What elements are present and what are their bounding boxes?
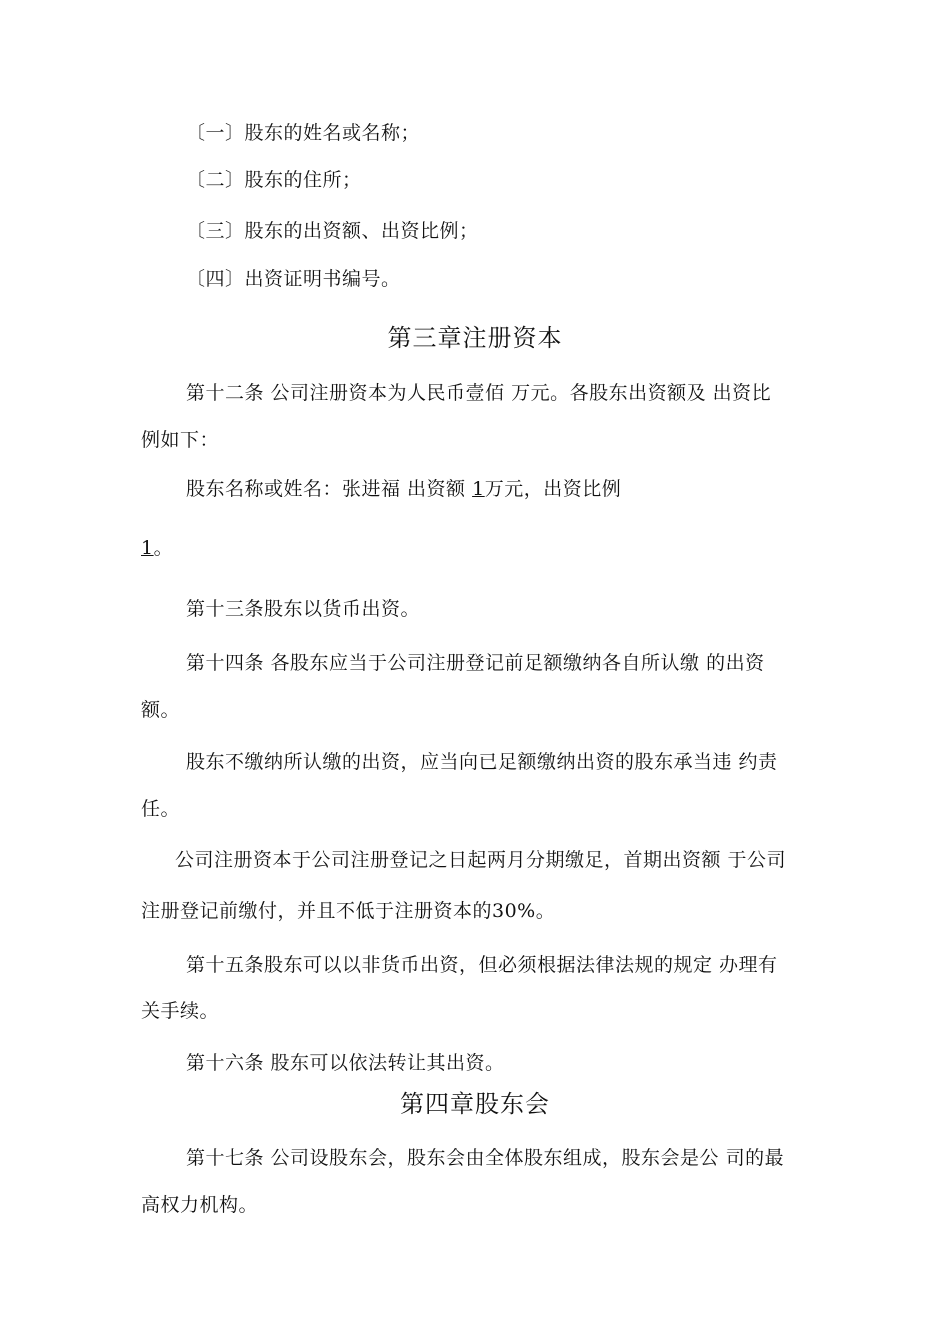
capital-paragraph-line-1: 公司注册资本于公司注册登记之日起两月分期缴足，首期出资额 于公司 bbox=[175, 849, 787, 871]
shareholder-ratio-end: 。 bbox=[153, 537, 174, 559]
article-12-line-1: 第十二条 公司注册资本为人民币壹佰 万元。各股东出资额及 出资比 bbox=[186, 382, 772, 404]
chapter-4-title: 第四章股东会 bbox=[400, 1090, 550, 1118]
list-item-1: 〔一〕股东的姓名或名称； bbox=[186, 122, 421, 144]
article-12-line-2: 例如下： bbox=[141, 429, 220, 451]
article-14-line-2: 额。 bbox=[141, 699, 181, 721]
article-16: 第十六条 股东可以依法转让其出资。 bbox=[186, 1052, 505, 1074]
shareholder-ratio-line bbox=[141, 536, 173, 560]
list-item-2: 〔二〕股东的住所； bbox=[186, 169, 362, 191]
article-13: 第十三条股东以货币出资。 bbox=[186, 598, 421, 620]
shareholder-amount: 1 bbox=[472, 478, 485, 500]
article-17-line-2: 高权力机构。 bbox=[141, 1194, 259, 1216]
capital-paragraph-line-2: 注册登记前缴付，并且不低于注册资本的30%。 bbox=[141, 900, 556, 922]
default-paragraph-line-2: 任。 bbox=[141, 798, 181, 820]
chapter-3-title: 第三章注册资本 bbox=[387, 324, 563, 352]
shareholder-line-suffix: 万元，出资比例 bbox=[484, 478, 622, 500]
article-15-line-1: 第十五条股东可以以非货币出资，但必须根据法律法规的规定 办理有 bbox=[186, 954, 778, 976]
shareholder-line bbox=[186, 477, 621, 501]
shareholder-line-prefix: 股东名称或姓名：张进福 出资额 bbox=[186, 478, 473, 500]
article-15-line-2: 关手续。 bbox=[141, 1000, 220, 1022]
article-17-line-1: 第十七条 公司设股东会，股东会由全体股东组成，股东会是公 司的最 bbox=[186, 1147, 785, 1169]
article-14-line-1: 第十四条 各股东应当于公司注册登记前足额缴纳各自所认缴 的出资 bbox=[186, 652, 765, 674]
list-item-4: 〔四〕出资证明书编号。 bbox=[186, 268, 401, 290]
list-item-3: 〔三〕股东的出资额、出资比例； bbox=[186, 220, 479, 242]
default-paragraph-line-1: 股东不缴纳所认缴的出资，应当向已足额缴纳出资的股东承当违 约责 bbox=[186, 751, 778, 773]
shareholder-ratio: 1 bbox=[141, 537, 154, 559]
